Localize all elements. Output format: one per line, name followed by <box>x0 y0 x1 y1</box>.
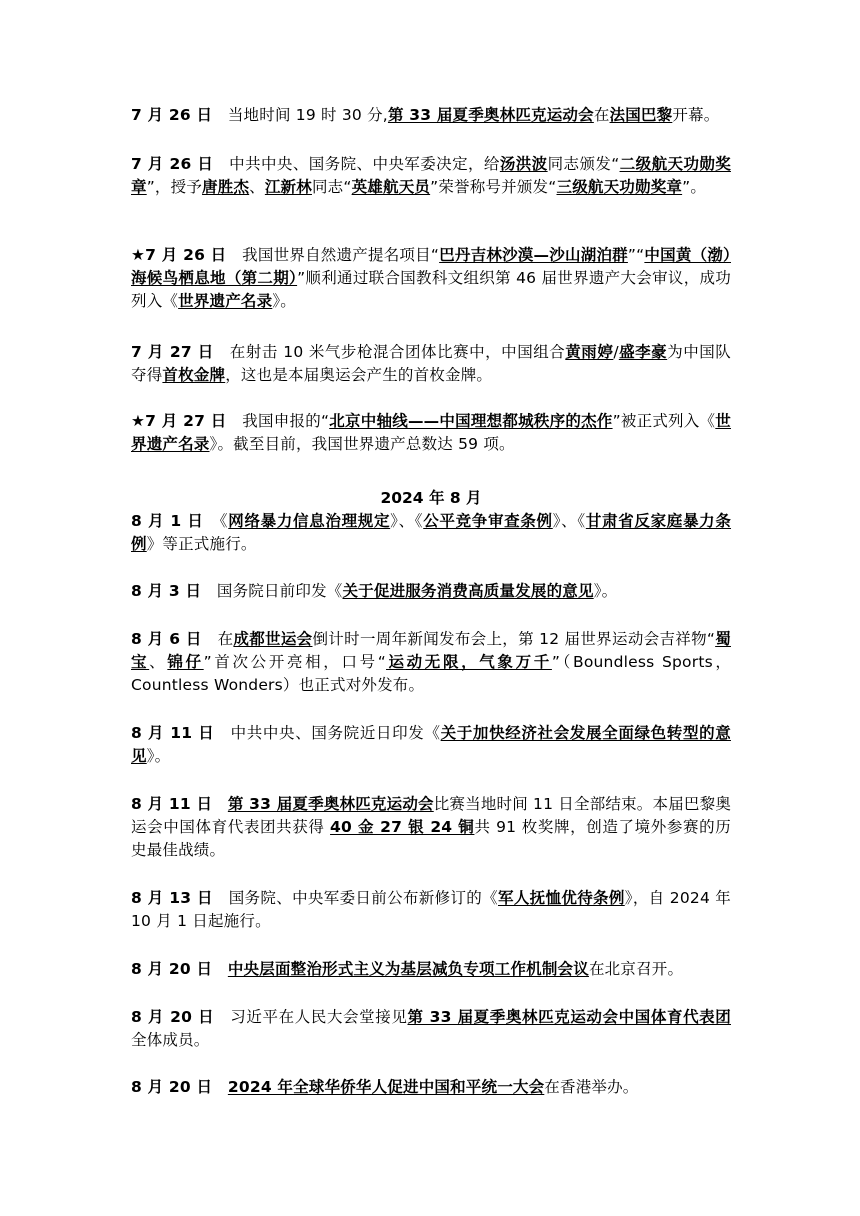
key-term: 公平竞争审查条例 <box>423 512 553 530</box>
key-term: 巴丹吉林沙漠—沙山湖泊群 <box>439 246 628 264</box>
entry-aug11-olympics-results <box>131 793 731 862</box>
key-term: 中国黄（渤）海候鸟栖息地（第二期） <box>131 246 731 287</box>
entry-text: 》，自 2024 年 10 月 1 日起施行。 <box>131 889 731 930</box>
entry-text: 开幕。 <box>672 106 720 124</box>
entry-date: 8 月 20 日 <box>131 1008 215 1026</box>
key-term: 北京中轴线——中国理想都城秩序的杰作 <box>329 412 613 430</box>
key-term: 法国巴黎 <box>609 106 673 124</box>
entry-text: 全体成员。 <box>131 1031 210 1049</box>
entry-text: ”“ <box>627 246 645 264</box>
entry-text: 同志颁发“ <box>547 155 620 173</box>
key-term: 2024 年全球华侨华人促进中国和平统一大会 <box>227 1078 545 1096</box>
entry-text: 当地时间 19 时 30 分, <box>212 106 388 124</box>
entry-text: ”（Boundless Sports，Countless Wonders）也正式对外发布。 <box>131 653 732 694</box>
key-term: 汤洪波 <box>499 155 548 173</box>
entry-date: ★7 月 27 日 <box>131 412 227 430</box>
key-term: 二级航天功勋奖章 <box>131 155 731 196</box>
entry-text: ”被正式列入《 <box>612 412 716 430</box>
entry-text: 共 91 枚奖牌，创造了境外参赛的历史最佳战绩。 <box>131 818 731 859</box>
entry-text: 《 <box>203 512 229 530</box>
entry-text <box>212 960 228 978</box>
key-term: 黄雨婷 <box>565 343 614 361</box>
entry-text: ”首次公开亮相，口号“ <box>203 653 387 671</box>
entry-text: 中共中央、国务院近日印发《 <box>214 724 441 742</box>
entry-date: 8 月 20 日 <box>131 1078 213 1096</box>
key-term: 蜀宝 <box>131 630 731 671</box>
entry-text: 为中国队夺得 <box>131 343 731 384</box>
entry-text: ”荣誉称号并颁发“ <box>430 178 557 196</box>
entry-jul26-astronaut-honors <box>131 153 731 199</box>
entry-text: 同志“ <box>311 178 352 196</box>
entry-text: 我国申报的“ <box>226 412 330 430</box>
entry-text: 在 <box>201 630 234 648</box>
entry-aug13-military-regulations <box>131 887 731 933</box>
entry-text: 在北京召开。 <box>588 960 684 978</box>
entry-text: 》。 <box>146 747 171 765</box>
entry-text: 在香港举办。 <box>544 1078 639 1096</box>
entry-text: 》。 <box>272 292 296 310</box>
entry-text: 在射击 10 米气步枪混合团体比赛中，中国组合 <box>213 343 566 361</box>
key-term: 世界遗产名录 <box>131 412 731 453</box>
entry-aug3-service-consumption <box>131 580 731 603</box>
key-term: 第 33 届夏季奥林匹克运动会中国体育代表团 <box>407 1008 731 1026</box>
entry-date: 7 月 26 日 <box>131 155 214 173</box>
key-term: 锦仔 <box>167 653 204 671</box>
entry-date: 7 月 26 日 <box>131 106 213 124</box>
entry-date: 8 月 20 日 <box>131 960 213 978</box>
entry-text: 、 <box>149 653 168 671</box>
key-term: 甘肃省反家庭暴力条例 <box>131 512 732 553</box>
entry-text: 我国世界自然遗产提名项目“ <box>226 246 440 264</box>
entry-text: / <box>613 343 619 361</box>
entry-text: 》、《 <box>390 512 424 530</box>
entry-text: 》。 <box>593 582 618 600</box>
entry-date: 8 月 11 日 <box>131 795 213 813</box>
key-term: 唐胜杰 <box>202 178 250 196</box>
entry-text: 、 <box>249 178 265 196</box>
entry-text: ，这也是本届奥运会产生的首枚金牌。 <box>225 366 493 384</box>
key-term: 首枚金牌 <box>162 366 226 384</box>
entry-date: 8 月 3 日 <box>131 582 202 600</box>
entry-aug6-world-games <box>131 628 731 697</box>
entry-text <box>212 795 228 813</box>
entry-text: 》、《 <box>552 512 586 530</box>
entry-date: ★7 月 26 日 <box>131 246 227 264</box>
key-term: 英雄航天员 <box>351 178 431 196</box>
entry-jul26-natural-heritage <box>131 244 731 313</box>
key-term: 关于促进服务消费高质量发展的意见 <box>342 582 594 600</box>
entry-text: ”，授予 <box>146 178 203 196</box>
key-term: 三级航天功勋奖章 <box>556 178 683 196</box>
entry-date: 8 月 6 日 <box>131 630 202 648</box>
entry-date: 8 月 13 日 <box>131 889 213 907</box>
entry-text <box>212 1078 228 1096</box>
entry-text: 》。截至目前，我国世界遗产总数达 59 项。 <box>209 435 515 453</box>
key-term: 第 33 届夏季奥林匹克运动会 <box>227 795 434 813</box>
month-heading: 2024 年 8 月 <box>380 489 482 507</box>
entry-date: 8 月 1 日 <box>131 512 204 530</box>
entry-text: ”顺利通过联合国教科文组织第 46 届世界遗产大会审议，成功列入《 <box>131 269 732 310</box>
key-term: 成都世运会 <box>233 630 313 648</box>
entry-aug20-reunification-conference <box>131 1076 731 1099</box>
entry-jul27-first-gold <box>131 341 731 387</box>
key-term: 关于加快经济社会发展全面绿色转型的意见 <box>131 724 731 765</box>
key-term: 江新林 <box>264 178 312 196</box>
key-term: 世界遗产名录 <box>178 292 273 310</box>
entry-text: 习近平在人民大会堂接见 <box>214 1008 408 1026</box>
entry-text: ”。 <box>682 178 707 196</box>
entry-text: 倒计时一周年新闻发布会上，第 12 届世界运动会吉祥物“ <box>312 630 716 648</box>
entry-text: 中共中央、国务院、中央军委决定，给 <box>213 155 500 173</box>
key-term: 运动无限，气象万千 <box>386 653 552 671</box>
entry-text: 在 <box>593 106 610 124</box>
entry-aug20-burden-reduction <box>131 958 731 981</box>
entry-text: 比赛当地时间 11 日全部结束。本届巴黎奥运会中国体育代表团共获得 <box>131 795 732 836</box>
entry-jul26-olympics-opening <box>131 104 731 127</box>
key-term: 中央层面整治形式主义为基层减负专项工作机制会议 <box>227 960 589 978</box>
entry-text: 》等正式施行。 <box>146 535 257 553</box>
key-term: 军人抚恤优待条例 <box>498 889 625 907</box>
entry-aug20-delegation-meeting <box>131 1006 731 1052</box>
key-term: 第 33 届夏季奥林匹克运动会 <box>387 106 594 124</box>
key-term: 盛李豪 <box>618 343 668 361</box>
entry-aug1-regulations <box>131 510 731 556</box>
entry-aug11-green-transition <box>131 722 731 768</box>
key-term: 网络暴力信息治理规定 <box>228 512 391 530</box>
entry-jul27-beijing-axis <box>131 410 731 456</box>
key-term: 40 金 27 银 24 铜 <box>330 818 475 836</box>
entry-text: 国务院、中央军委日前公布新修订的《 <box>212 889 498 907</box>
entry-date: 8 月 11 日 <box>131 724 215 742</box>
entry-text: 国务院日前印发《 <box>201 582 343 600</box>
entry-date: 7 月 27 日 <box>131 343 214 361</box>
